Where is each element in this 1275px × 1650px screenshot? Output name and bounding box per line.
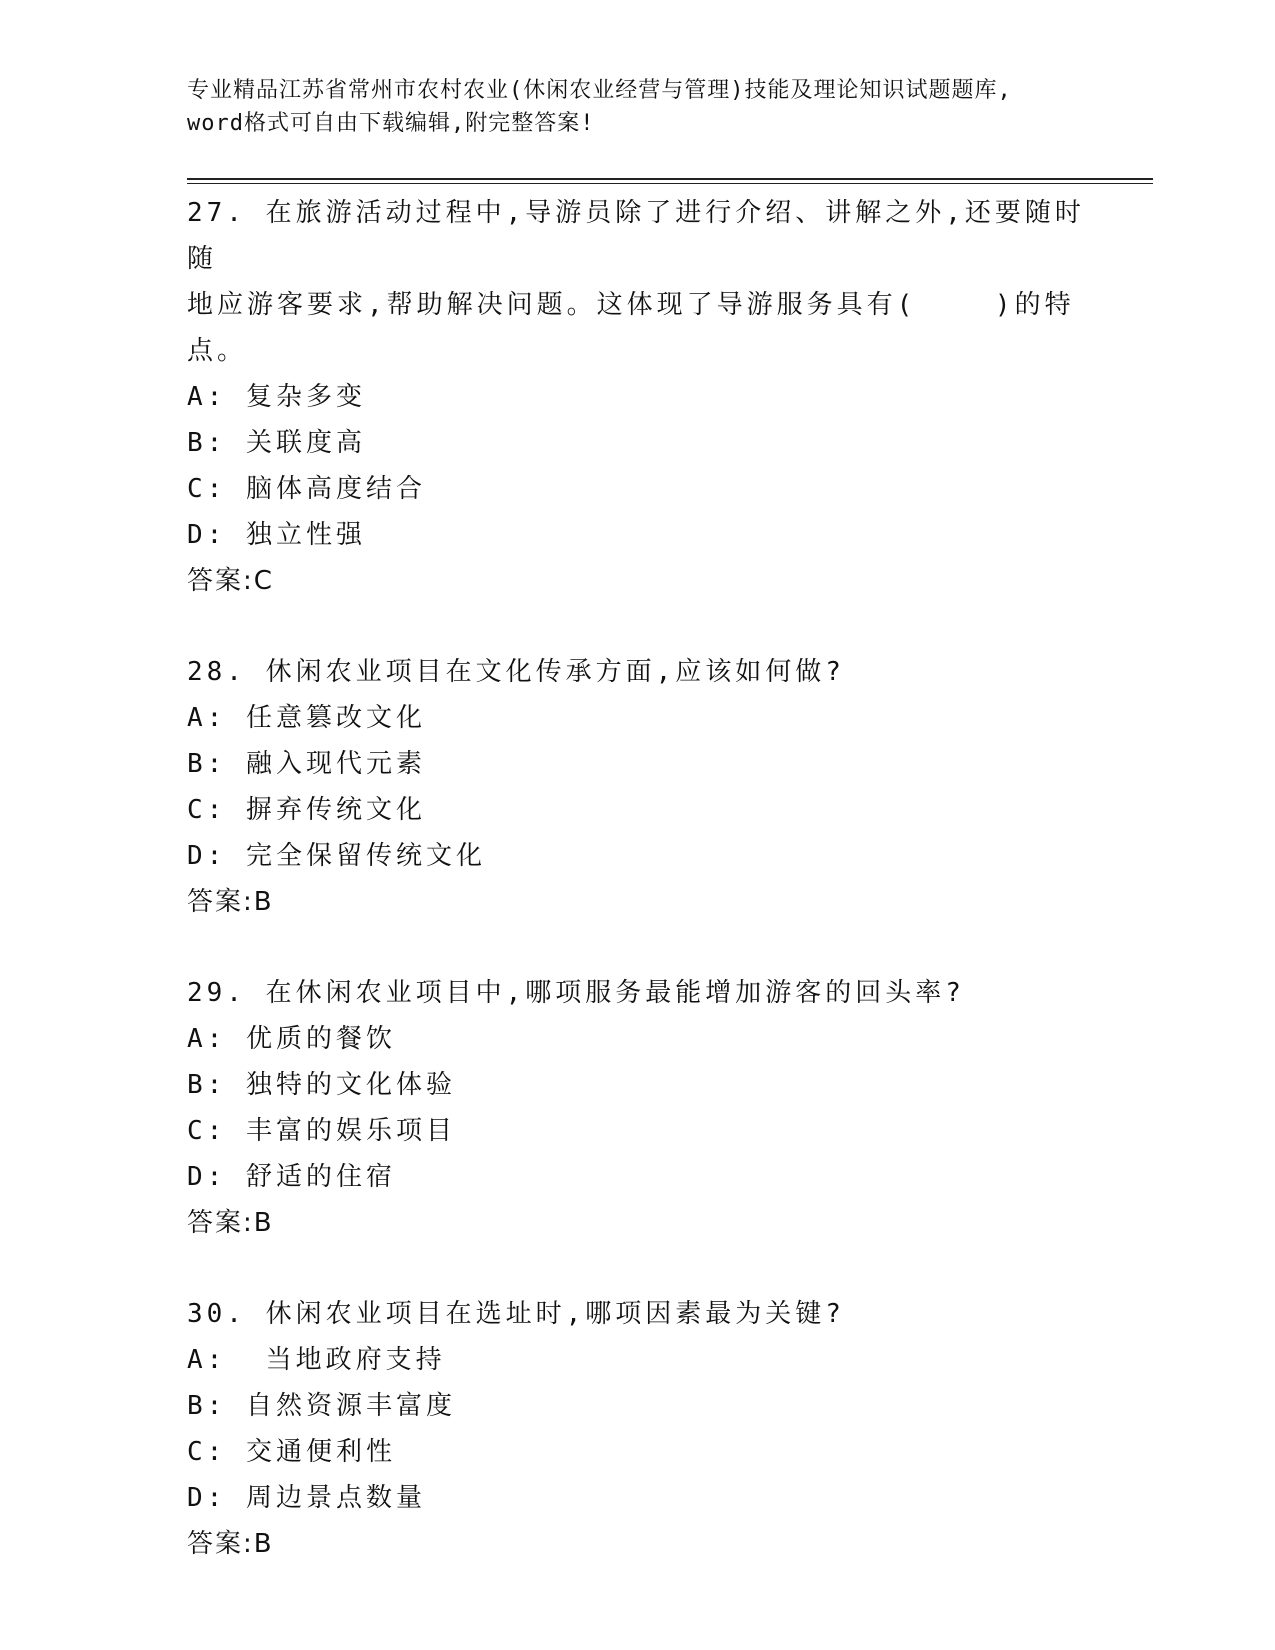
option-c: C: 摒弃传统文化 — [187, 795, 426, 825]
option-d: D: 周边景点数量 — [187, 1483, 426, 1513]
option-a: A: 优质的餐饮 — [187, 1024, 396, 1054]
option-b: B: 融入现代元素 — [187, 749, 426, 779]
option-a: A: 当地政府支持 — [187, 1345, 446, 1375]
option-d: D: 独立性强 — [187, 520, 366, 550]
answer: 答案:B — [187, 1529, 274, 1559]
question-28 — [187, 649, 1087, 925]
document-header — [187, 74, 1087, 140]
question-stem: 28. 休闲农业项目在文化传承方面,应该如何做? — [187, 657, 845, 687]
option-c: C: 交通便利性 — [187, 1437, 396, 1467]
header-divider-thick — [187, 178, 1153, 180]
question-stem: 29. 在休闲农业项目中,哪项服务最能增加游客的回头率? — [187, 978, 965, 1008]
option-c: C: 脑体高度结合 — [187, 474, 426, 504]
question-stem-continued: 地应游客要求,帮助解决问题。这体现了导游服务具有( )的特点。 — [187, 290, 1075, 366]
option-a: A: 任意篡改文化 — [187, 703, 426, 733]
option-d: D: 完全保留传统文化 — [187, 841, 486, 871]
option-b: B: 关联度高 — [187, 428, 366, 458]
option-d: D: 舒适的住宿 — [187, 1162, 396, 1192]
option-b: B: 自然资源丰富度 — [187, 1391, 456, 1421]
option-b: B: 独特的文化体验 — [187, 1070, 456, 1100]
option-c: C: 丰富的娱乐项目 — [187, 1116, 456, 1146]
question-30 — [187, 1291, 1087, 1567]
answer: 答案:B — [187, 887, 274, 917]
question-27 — [187, 190, 1087, 604]
question-list — [187, 190, 1087, 1612]
answer: 答案:B — [187, 1208, 274, 1238]
question-stem: 27. 在旅游活动过程中,导游员除了进行介绍、讲解之外,还要随时随 — [187, 198, 1085, 274]
header-line-1: 专业精品江苏省常州市农村农业(休闲农业经营与管理)技能及理论知识试题题库, — [187, 78, 1012, 103]
question-29 — [187, 970, 1087, 1246]
header-divider-thin — [187, 183, 1153, 184]
option-a: A: 复杂多变 — [187, 382, 366, 412]
header-line-2: word格式可自由下载编辑,附完整答案! — [187, 111, 595, 136]
question-stem: 30. 休闲农业项目在选址时,哪项因素最为关键? — [187, 1299, 845, 1329]
answer: 答案:C — [187, 566, 274, 596]
